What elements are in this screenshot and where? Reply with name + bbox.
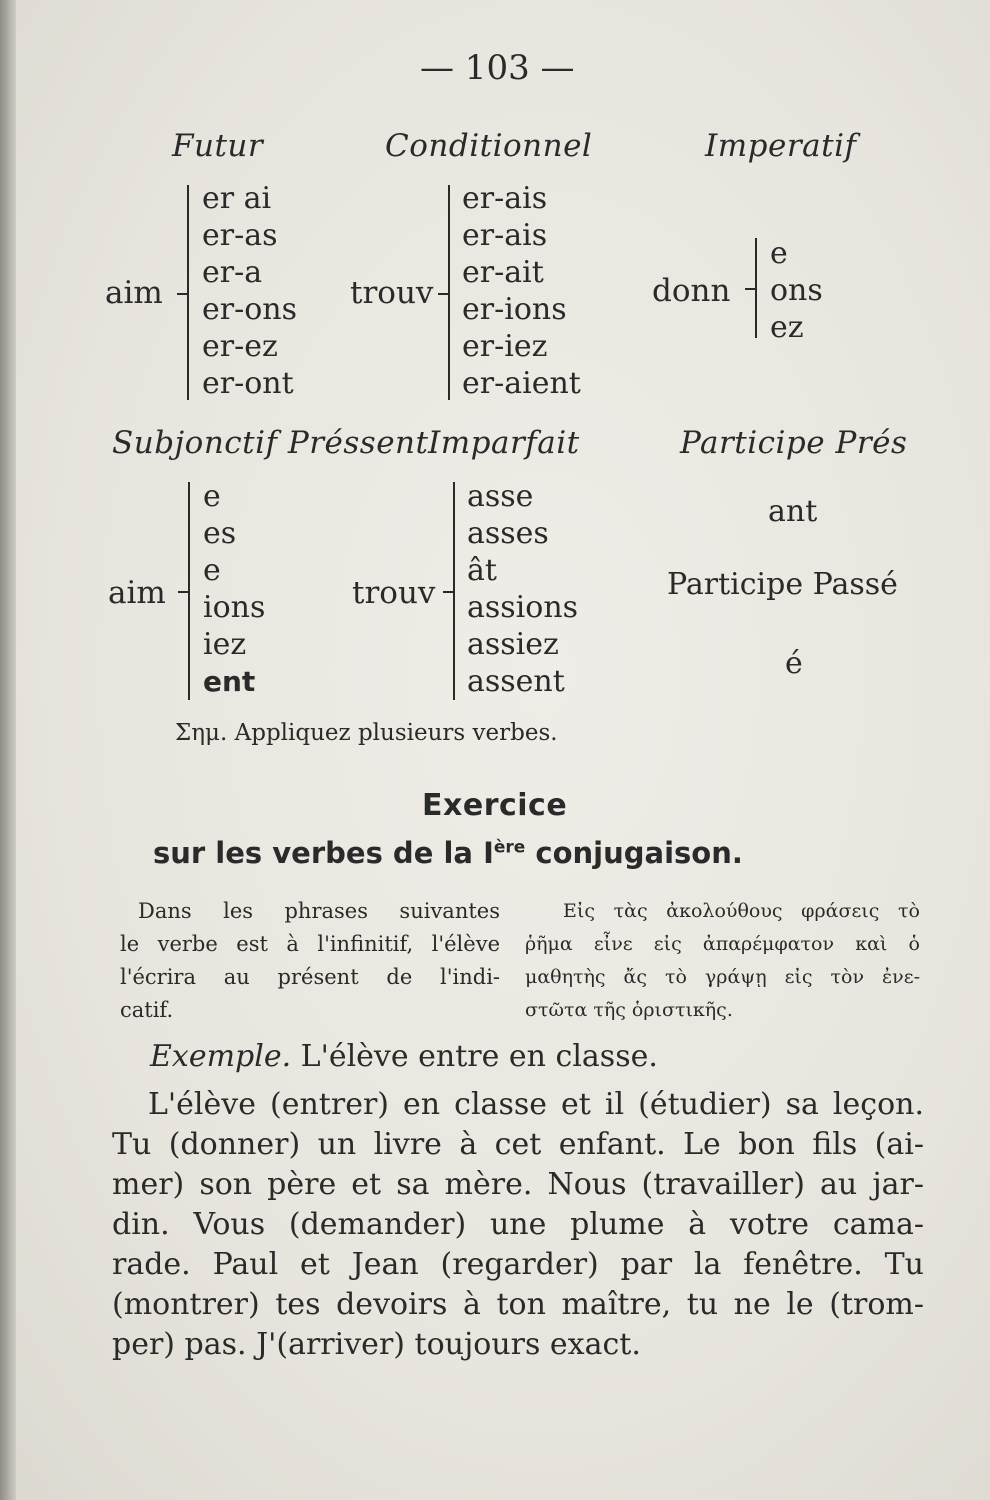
- futur-ending: er-ez: [202, 329, 278, 364]
- conditionnel-stem: trouv: [350, 275, 434, 311]
- exercise-subtitle-before: sur les verbes de la: [153, 836, 484, 870]
- imperatif-ending: ez: [770, 310, 804, 345]
- page-gutter: [0, 0, 16, 1500]
- subjonctif-ending: e: [203, 479, 221, 514]
- subjonctif-ending: ent: [203, 665, 256, 698]
- example-label: Exemple.: [150, 1039, 292, 1074]
- imparfait-ending: assiez: [467, 627, 559, 662]
- conditionnel-endings: [462, 180, 581, 402]
- subjonctif-ending: es: [203, 516, 237, 551]
- imperatif-ending: ons: [770, 273, 823, 308]
- exercise-subtitle-superscript: ère: [493, 837, 526, 858]
- exercise-subtitle: [153, 836, 743, 870]
- exercise-line: per) pas. J'(arriver) toujours exact.: [112, 1327, 641, 1362]
- imparfait-ending: assent: [467, 664, 565, 699]
- conditionnel-ending: er-ais: [462, 218, 548, 253]
- participe-present-ending: ant: [768, 494, 818, 529]
- futur-ending: er-as: [202, 218, 278, 253]
- futur-ending: er ai: [202, 181, 272, 216]
- participe-passe-label: Participe Passé: [667, 567, 898, 602]
- imparfait-endings: [467, 478, 578, 700]
- conditionnel-ending: er-iez: [462, 329, 548, 364]
- imparfait-stem: trouv: [352, 575, 436, 611]
- futur-endings: [202, 180, 297, 402]
- imparfait-ending: ât: [467, 553, 497, 588]
- heading-imperatif: Imperatif: [705, 128, 857, 164]
- conditionnel-ending: er-aient: [462, 366, 581, 401]
- exercise-line: (montrer) tes devoirs à ton maître, tu ne le (trom-: [112, 1287, 924, 1322]
- imperatif-ending: e: [770, 236, 788, 271]
- subjonctif-ending: ions: [203, 590, 266, 625]
- french-instructions: [120, 895, 500, 1027]
- subjonctif-endings: [203, 478, 265, 700]
- french-line: l'écrira au présent de l'indi-: [120, 965, 500, 989]
- note-line: Σημ. Appliquez plusieurs verbes.: [175, 720, 558, 746]
- conditionnel-brace: [448, 185, 460, 400]
- heading-futur: Futur: [172, 128, 264, 164]
- greek-line: ῥῆμα εἶνε εἰς ἀπαρέμφατον καὶ ὁ: [525, 933, 920, 955]
- exercise-line: Tu (donner) un livre à cet enfant. Le bon fils (ai-: [112, 1127, 924, 1162]
- greek-instructions: [525, 895, 920, 1027]
- greek-line: Εἰς τὰς ἀκολούθους φράσεις τὸ: [563, 900, 920, 922]
- french-line: catif.: [120, 998, 174, 1022]
- french-line: Dans les phrases suivantes: [138, 899, 500, 923]
- imparfait-ending: asse: [467, 479, 534, 514]
- futur-ending: er-ont: [202, 366, 294, 401]
- exercise-line: mer) son père et sa mère. Nous (travailler) au jar-: [112, 1167, 924, 1202]
- subjonctif-ending: e: [203, 553, 221, 588]
- greek-line: μαθητὴς ἄς τὸ γράψῃ εἰς τὸν ἐνε-: [525, 966, 920, 988]
- imparfait-brace: [453, 482, 465, 700]
- example-line: [150, 1037, 658, 1077]
- participe-passe-ending: é: [785, 646, 803, 681]
- heading-conditionnel: Conditionnel: [385, 128, 593, 164]
- exercise-line: rade. Paul et Jean (regarder) par la fenêtre. Tu: [112, 1247, 924, 1282]
- french-line: le verbe est à l'infinitif, l'élève: [120, 932, 500, 956]
- subjonctif-stem: aim: [108, 575, 166, 611]
- greek-line: στῶτα τῆς ὁριστικῆς.: [525, 999, 733, 1021]
- conditionnel-ending: er-ait: [462, 255, 544, 290]
- heading-participe-present: Participe Prés: [680, 425, 908, 461]
- example-text: L'élève entre en classe.: [291, 1039, 658, 1074]
- imparfait-ending: asses: [467, 516, 549, 551]
- futur-brace: [187, 185, 199, 400]
- imperatif-stem: donn: [652, 273, 731, 309]
- subjonctif-brace: [188, 482, 200, 700]
- futur-ending: er-ons: [202, 292, 298, 327]
- heading-imparfait: Imparfait: [428, 425, 580, 461]
- subjonctif-ending: iez: [203, 627, 247, 662]
- futur-stem: aim: [105, 275, 163, 311]
- imperatif-endings: [770, 235, 823, 346]
- exercise-line: L'élève (entrer) en classe et il (étudier) sa leçon.: [148, 1087, 924, 1122]
- imperatif-brace: [755, 238, 767, 338]
- exercise-title: Exercice: [422, 788, 568, 823]
- exercise-body: [112, 1085, 924, 1365]
- conditionnel-ending: er-ais: [462, 181, 548, 216]
- page-number: — 103 —: [420, 48, 575, 88]
- heading-subjonctif: Subjonctif Préssent: [112, 425, 429, 461]
- exercise-line: din. Vous (demander) une plume à votre cama-: [112, 1207, 924, 1242]
- futur-ending: er-a: [202, 255, 263, 290]
- exercise-subtitle-after: conjugaison.: [525, 836, 743, 870]
- exercise-subtitle-number: I: [483, 836, 494, 870]
- conditionnel-ending: er-ions: [462, 292, 567, 327]
- imparfait-ending: assions: [467, 590, 579, 625]
